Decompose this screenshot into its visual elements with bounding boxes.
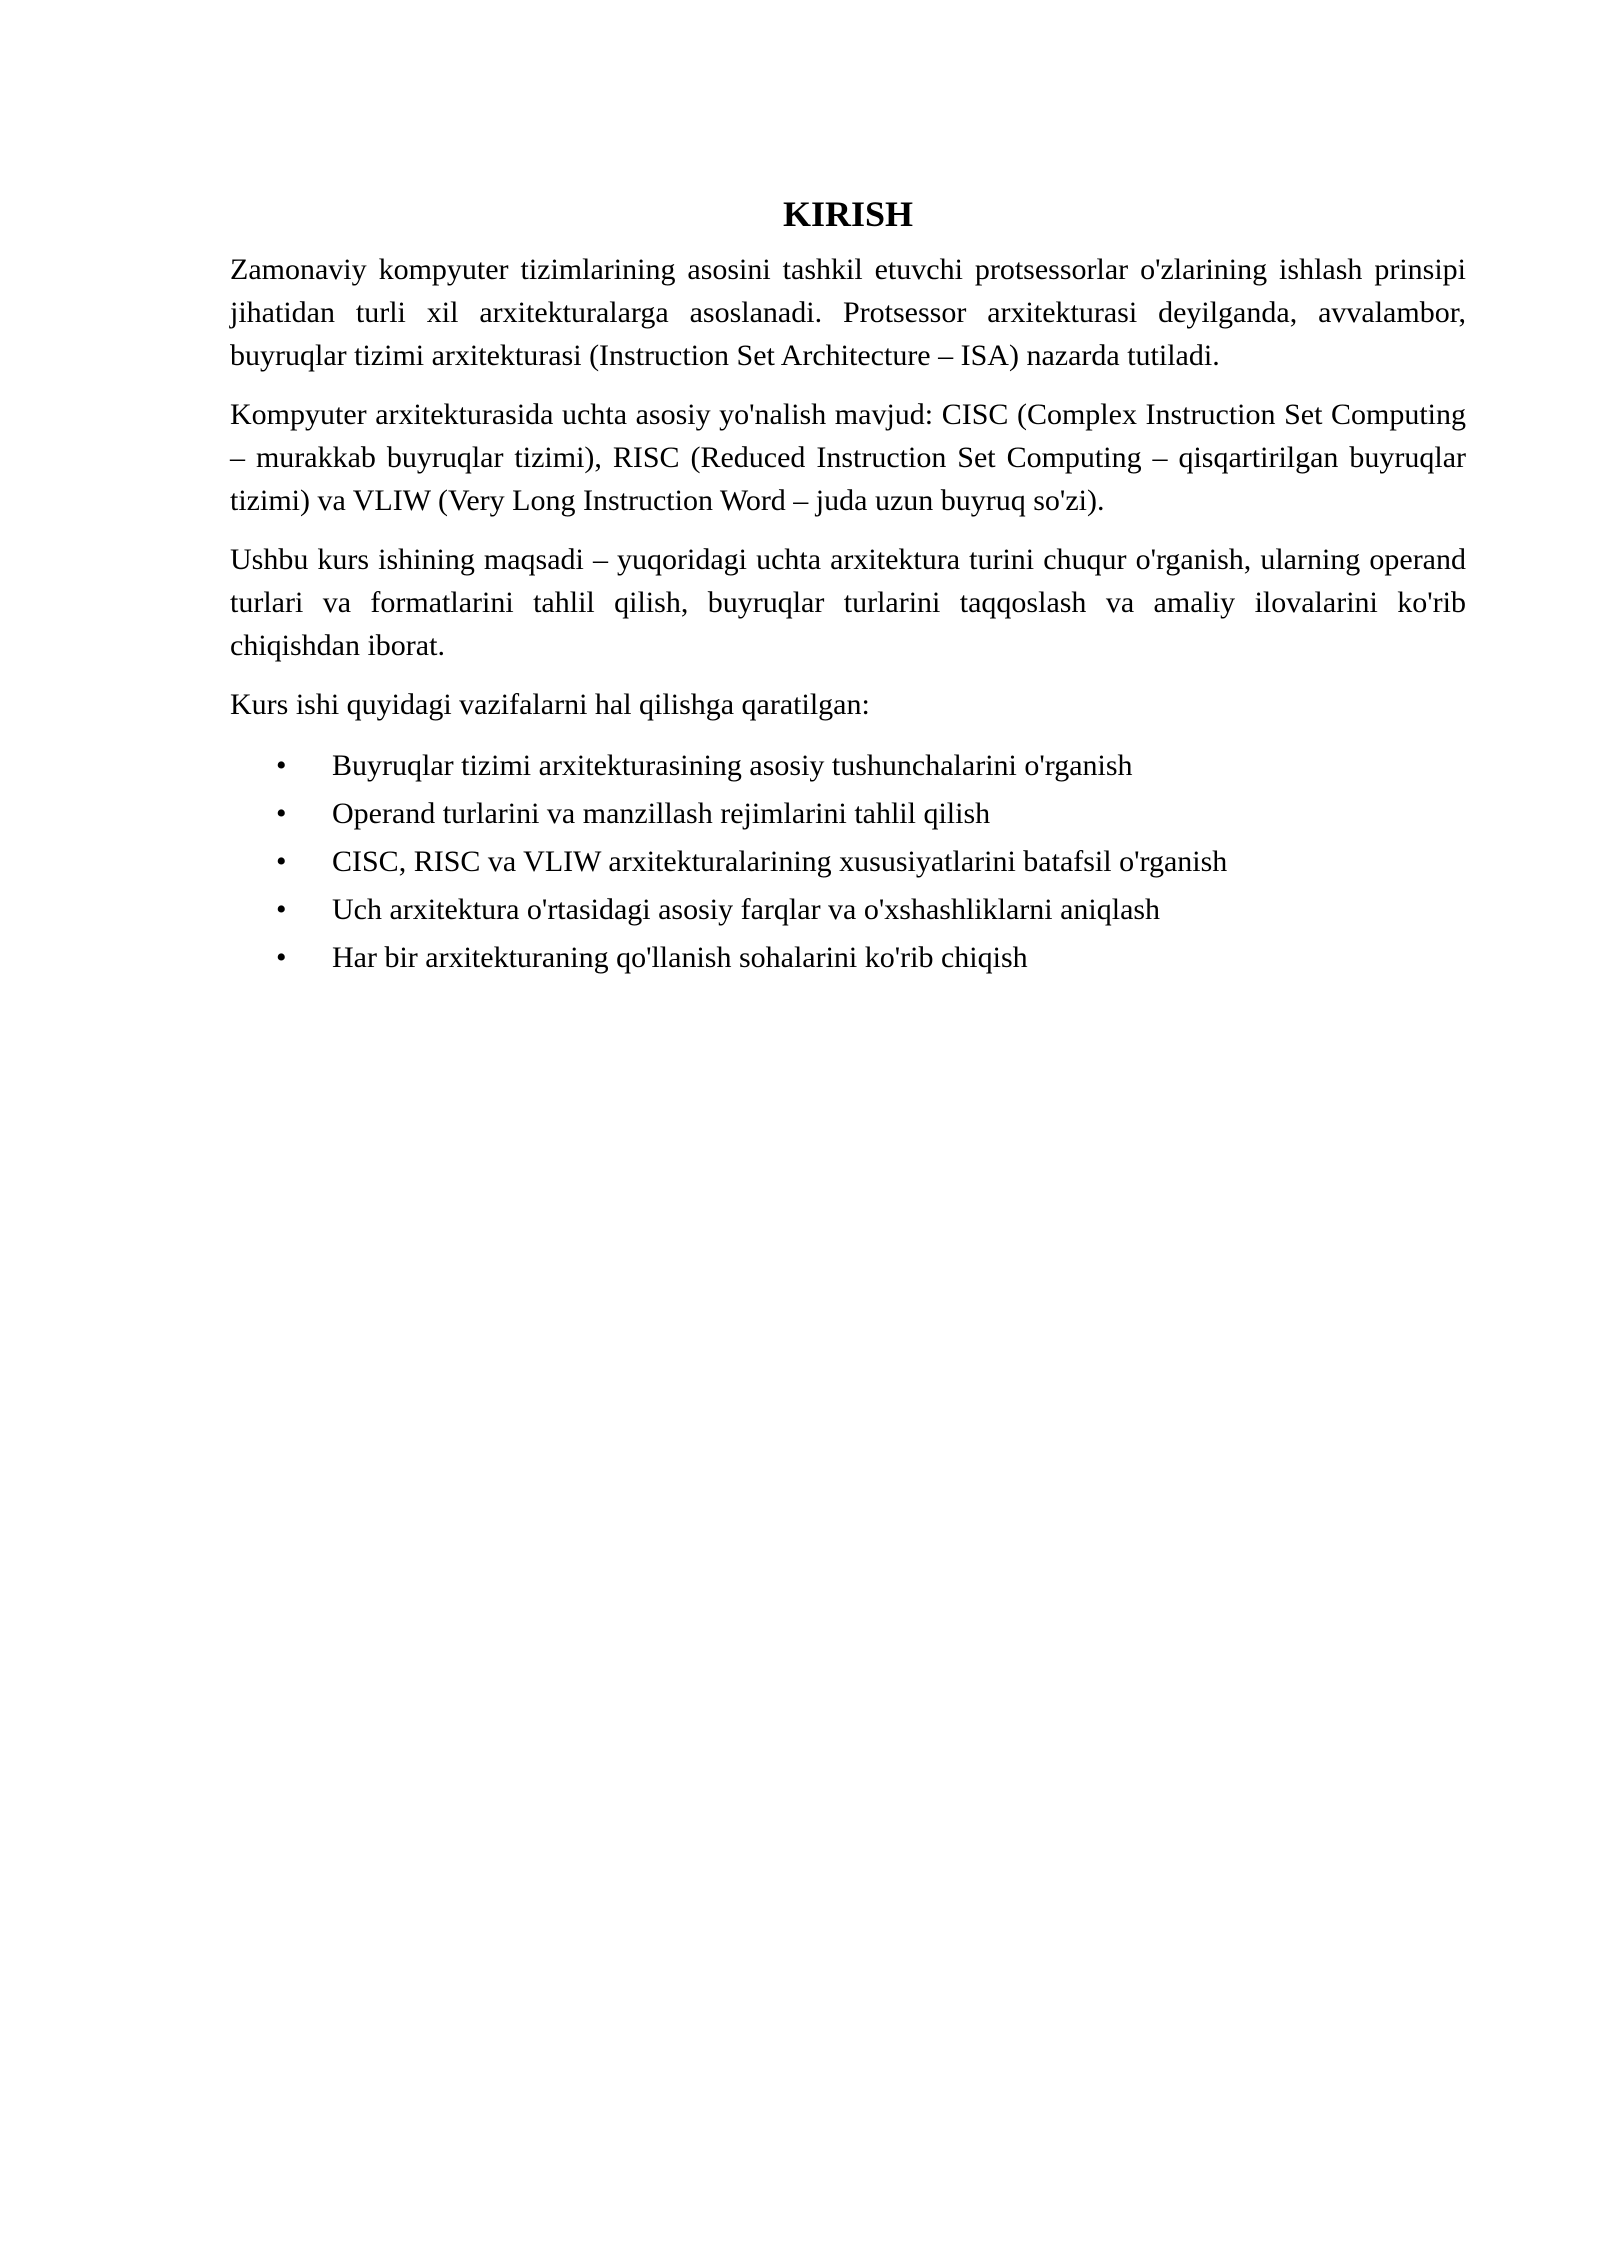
list-item-text: Operand turlarini va manzillash rejimlarini tahlil qilish <box>332 797 991 830</box>
list-item-text: Uch arxitektura o'rtasidagi asosiy farqlar va o'xshashliklarni aniqlash <box>332 893 1161 926</box>
list-item <box>230 886 1466 934</box>
page-title: KIRISH <box>782 194 914 234</box>
paragraph-goal: Ushbu kurs ishining maqsadi – yuqoridagi uchta arxitektura turini chuqur o'rganish, ularning operand turlari va formatlarini tahlil qilish, buyruqlar turlarini taqqoslash va amaliy ilovalarini ko'rib chiqishdan iborat. <box>230 543 1466 662</box>
paragraph-directions: Kompyuter arxitekturasida uchta asosiy yo'nalish mavjud: CISC (Complex Instruction Set Computing – murakkab buyruqlar tizimi), RISC (Reduced Instruction Set Computing – qisqartirilgan buyruqlar tizimi) va VLIW (Very Long Instruction Word – juda uzun buyruq so'zi). <box>230 398 1466 517</box>
bullet-icon: • <box>276 941 287 974</box>
bullet-icon: • <box>276 845 287 878</box>
bullet-icon: • <box>276 893 287 926</box>
bullet-icon: • <box>276 749 287 782</box>
list-item <box>230 742 1466 790</box>
list-item-text: CISC, RISC va VLIW arxitekturalarining xususiyatlarini batafsil o'rganish <box>332 845 1228 878</box>
paragraph-intro: Zamonaviy kompyuter tizimlarining asosini tashkil etuvchi protsessorlar o'zlarining ishlash prinsipi jihatidan turli xil arxitekturalarga asoslanadi. Protsessor arxitekturasi deyilganda, avvalambor, buyruqlar tizimi arxitekturasi (Instruction Set Architecture – ISA) nazarda tutiladi. <box>230 253 1466 372</box>
list-item <box>230 790 1466 838</box>
list-item-text: Buyruqlar tizimi arxitekturasining asosiy tushunchalarini o'rganish <box>332 749 1133 782</box>
list-item <box>230 838 1466 886</box>
document-page <box>230 190 1466 982</box>
list-item-text: Har bir arxitekturaning qo'llanish sohalarini ko'rib chiqish <box>332 941 1028 974</box>
bullet-icon: • <box>276 797 287 830</box>
task-list <box>230 742 1466 982</box>
paragraph-tasks-intro: Kurs ishi quyidagi vazifalarni hal qilishga qaratilgan: <box>230 688 870 721</box>
list-item <box>230 934 1466 982</box>
